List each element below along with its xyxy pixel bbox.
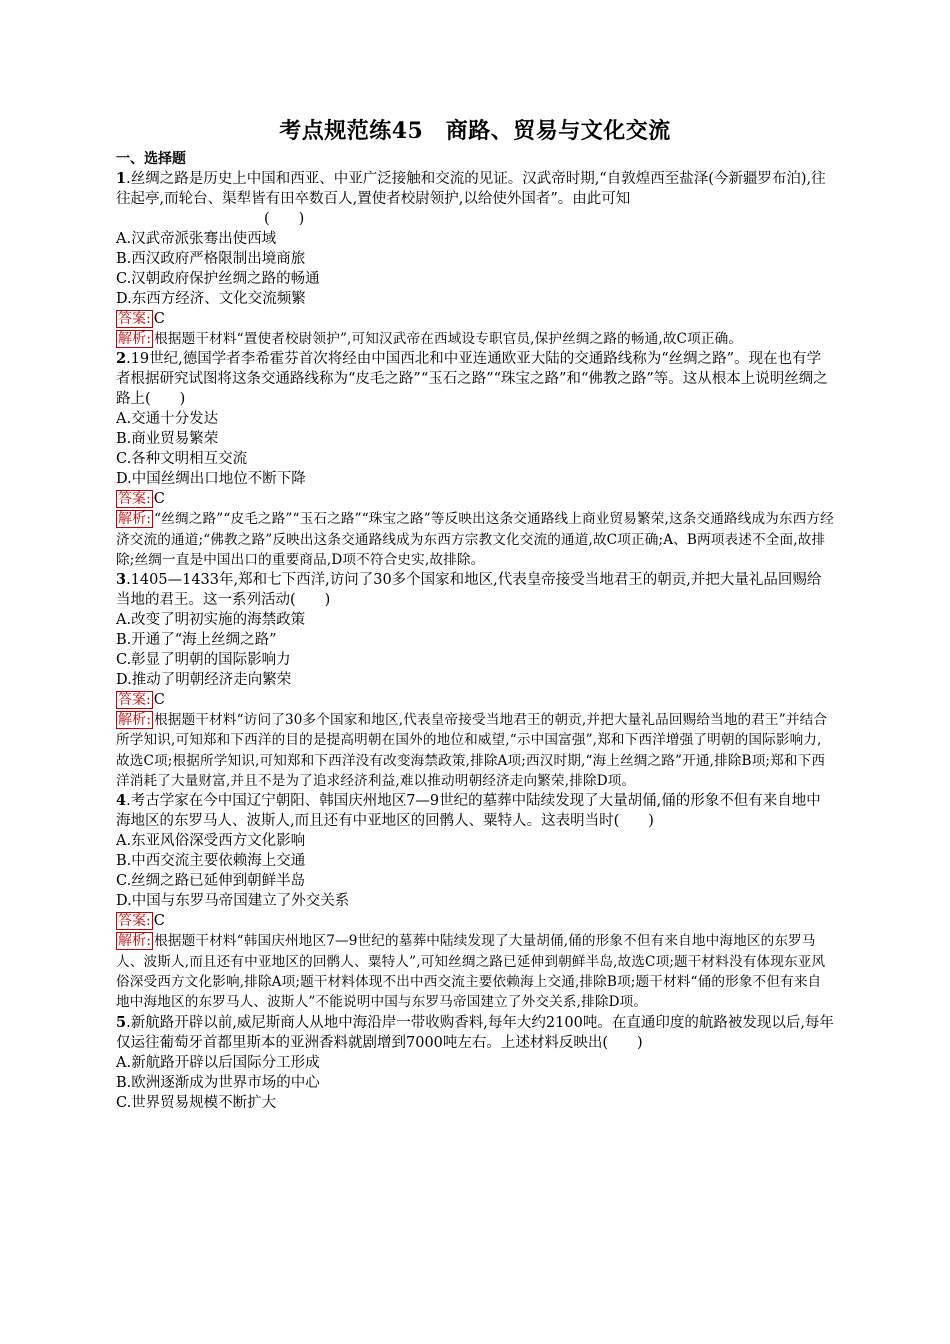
explain-tag: 解析: (118, 331, 152, 347)
explanation (116, 509, 834, 570)
explanation (116, 931, 834, 1012)
answer-tag: 答案: (118, 692, 151, 709)
question-stem (116, 791, 834, 831)
option-c: C.各种文明相互交流 (116, 451, 248, 468)
answer-tag: 答案: (118, 913, 151, 930)
question-text: .丝绸之路是历史上中国和西亚、中亚广泛接触和交流的见证。汉武帝时期,“自敦煌西至盐泽(今新疆罗布泊),往往起亭,而轮台、渠犁皆有田卒数百人,置使者校尉领护,以给使外国者”。由此可知 (116, 171, 826, 207)
option-b: B.开通了“海上丝绸之路” (116, 632, 277, 649)
explanation-text: 根据题干材料“韩国庆州地区7—9世纪的墓葬中陆续发现了大量胡俑,俑的形象不但有来自地中海地区的东罗马人、波斯人,而且还有中亚地区的回鹘人、粟特人”,可知丝绸之路已延伸到朝鲜半岛,故选C项;题干材料没有体现东亚风俗深受西方文化影响,排除A项;题干材料体现不出中西交流主要依赖海上交通,排除B项;题干材料“俑的形象不但有来自地中海地区的东罗马人、波斯人”不能说明中国与东罗马帝国建立了外交关系,排除D项。 (116, 933, 826, 1011)
answer-line (116, 489, 834, 509)
explanation (116, 710, 834, 791)
option-a: A.改变了明初实施的海禁政策 (116, 612, 306, 629)
option-d: D.中国与东罗马帝国建立了外交关系 (116, 893, 350, 910)
section-heading: 一、选择题 (116, 151, 186, 167)
option-b: B.欧洲逐渐成为世界市场的中心 (116, 1074, 320, 1091)
question-text: .19世纪,德国学者李希霍芬首次将经由中国西北和中亚连通欧亚大陆的交通路线称为“丝绸之路”。现在也有学者根据研究试图将这条交通路线称为“皮毛之路”“玉石之路”“珠宝之路”和“佛教之路”等。这从根本上说明丝绸之路上( ) (116, 351, 828, 408)
answer-value: C (153, 692, 165, 709)
option-a: A.汉武帝派张骞出使西域 (116, 231, 277, 247)
question-stem (116, 570, 834, 610)
question-stem (116, 1013, 834, 1053)
explanation-text: 根据题干材料“访问了30多个国家和地区,代表皇帝接受当地君王的朝贡,并把大量礼品回赐给当地的君王”并结合所学知识,可知郑和下西洋的目的是提高明朝在国外的地位和威望,“示中国富强”,郑和下西洋增强了明朝的国际影响力,故选C项;根据所学知识,可知郑和下西洋没有改变海禁政策,排除A项;西汉时期,“海上丝绸之路”开通,排除B项;郑和下西洋消耗了大量财富,并且不是为了追求经济利益,难以推动明朝经济走向繁荣,排除D项。 (116, 712, 828, 790)
question-text: .1405—1433年,郑和七下西洋,访问了30多个国家和地区,代表皇帝接受当地君王的朝贡,并把大量礼品回赐给当地的君王。这一系列活动( ) (116, 572, 822, 609)
explain-tag: 解析: (118, 712, 152, 729)
question-stem (116, 169, 834, 229)
option-c: C.汉朝政府保护丝绸之路的畅通 (116, 271, 320, 287)
answer-value: C (153, 913, 165, 930)
option-a: A.交通十分发达 (116, 411, 219, 428)
option-a: A.东亚风俗深受西方文化影响 (116, 833, 306, 850)
answer-line (116, 911, 834, 931)
answer-tag: 答案: (118, 311, 151, 327)
question-3 (116, 570, 834, 791)
page-title: 考点规范练45 商路、贸易与文化交流 (279, 118, 671, 144)
question-1 (116, 169, 834, 349)
question-number: 3 (116, 571, 127, 589)
option-d: D.推动了明朝经济走向繁荣 (116, 672, 292, 689)
explain-tag: 解析: (118, 933, 152, 950)
answer-value: C (153, 311, 165, 327)
answer-tag: 答案: (118, 491, 151, 508)
question-4 (116, 791, 834, 1012)
option-a: A.新航路开辟以后国际分工形成 (116, 1054, 320, 1071)
question-number: 4 (116, 792, 127, 810)
option-b: B.中西交流主要依赖海上交通 (116, 853, 306, 870)
option-c: C.世界贸易规模不断扩大 (116, 1094, 277, 1111)
question-stem (116, 349, 834, 409)
explanation (116, 329, 834, 349)
answer-blank: ( ) (264, 211, 305, 227)
option-b: B.商业贸易繁荣 (116, 431, 219, 448)
option-d: D.东西方经济、文化交流频繁 (116, 291, 306, 307)
question-2 (116, 349, 834, 570)
explanation-text: 根据题干材料“置使者校尉领护”,可知汉武帝在西域设专职官员,保护丝绸之路的畅通,故C项正确。 (154, 331, 743, 347)
document-page (116, 116, 834, 1113)
question-number: 1 (116, 170, 127, 187)
answer-value: C (153, 491, 165, 508)
answer-line (116, 690, 834, 710)
option-d: D.中国丝绸出口地位不断下降 (116, 471, 306, 488)
option-c: C.彰显了明朝的国际影响力 (116, 652, 291, 669)
question-number: 5 (116, 1013, 127, 1031)
answer-line (116, 309, 834, 329)
question-text: .新航路开辟以前,威尼斯商人从地中海沿岸一带收购香料,每年大约2100吨。在直通印度的航路被发现以后,每年仅运往葡萄牙首都里斯本的亚洲香料就剧增到7000吨左右。上述材料反映出( ) (116, 1014, 834, 1051)
explain-tag: 解析: (118, 511, 152, 528)
option-c: C.丝绸之路已延伸到朝鲜半岛 (116, 873, 306, 890)
question-number: 2 (116, 350, 127, 368)
option-b: B.西汉政府严格限制出境商旅 (116, 251, 306, 267)
question-text: .考古学家在今中国辽宁朝阳、韩国庆州地区7—9世纪的墓葬中陆续发现了大量胡俑,俑的形象不但有来自地中海地区的东罗马人、波斯人,而且还有中亚地区的回鹘人、粟特人。这表明当时( ) (116, 793, 821, 830)
explanation-text: “丝绸之路”“皮毛之路”“玉石之路”“珠宝之路”等反映出这条交通路线上商业贸易繁荣,这条交通路线成为东西方经济交流的通道;“佛教之路”反映出这条交通路线成为东西方宗教文化交流的通道,故C项正确;A、B两项表述不全面,故排除;丝绸一直是中国出口的重要商品,D项不符合史实,故排除。 (116, 511, 834, 568)
question-5 (116, 1013, 834, 1113)
